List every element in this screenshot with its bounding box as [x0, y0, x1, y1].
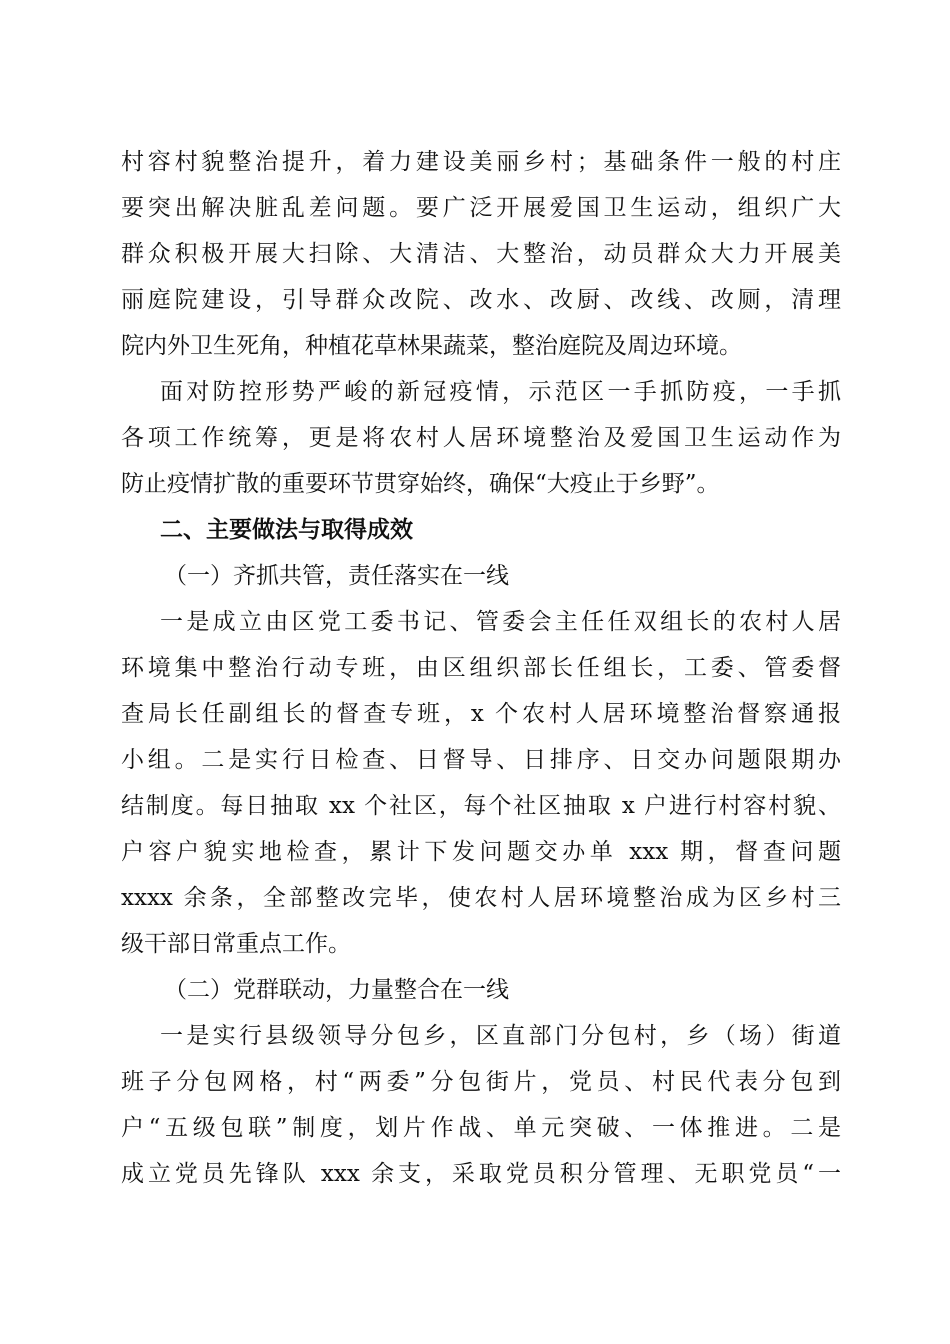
- section-heading: 二、主要做法与取得成效: [160, 517, 413, 543]
- body-text-line: 村容村貌整治提升，着力建设美丽乡村；基础条件一般的村庄: [121, 149, 841, 175]
- body-text-line: 院内外卫生死角，种植花草林果蔬菜，整治庭院及周边环境。: [121, 333, 742, 359]
- body-text-line: 防止疫情扩散的重要环节贯穿始终，确保“大疫止于乡野”。: [121, 471, 720, 497]
- subsection-heading: （二）党群联动，力量整合在一线: [164, 977, 509, 1003]
- body-text-line: 小组。二是实行日检查、日督导、日排序、日交办问题限期办: [121, 747, 841, 773]
- body-text-line: xxxx 余条，全部整改完毕，使农村人居环境整治成为区乡村三: [121, 885, 841, 911]
- body-text-line: 各项工作统筹，更是将农村人居环境整治及爱国卫生运动作为: [121, 425, 841, 451]
- body-text-line: 结制度。每日抽取 xx 个社区，每个社区抽取 x 户进行村容村貌、: [121, 793, 841, 819]
- body-text-line: 成立党员先锋队 xxx 余支，采取党员积分管理、无职党员“一: [121, 1161, 841, 1187]
- body-text-line: 群众积极开展大扫除、大清洁、大整治，动员群众大力开展美: [121, 241, 841, 267]
- body-text-line: 查局长任副组长的督查专班，x 个农村人居环境整治督察通报: [121, 701, 841, 727]
- body-text-line: 要突出解决脏乱差问题。要广泛开展爱国卫生运动，组织广大: [121, 195, 841, 221]
- paragraph-first-line: 一是实行县级领导分包乡，区直部门分包村，乡（场）街道: [160, 1023, 841, 1049]
- body-text-line: 环境集中整治行动专班，由区组织部长任组长，工委、管委督: [121, 655, 841, 681]
- body-text-line: 户“五级包联”制度，划片作战、单元突破、一体推进。二是: [121, 1115, 841, 1141]
- body-text-line: 班子分包网格，村“两委”分包街片，党员、村民代表分包到: [121, 1069, 841, 1095]
- body-text-line: 户容户貌实地检查，累计下发问题交办单 xxx 期，督查问题: [121, 839, 841, 865]
- subsection-heading: （一）齐抓共管，责任落实在一线: [164, 563, 509, 589]
- body-text-line: 丽庭院建设，引导群众改院、改水、改厨、改线、改厕，清理: [121, 287, 841, 313]
- paragraph-first-line: 一是成立由区党工委书记、管委会主任任双组长的农村人居: [160, 609, 841, 635]
- paragraph-first-line: 面对防控形势严峻的新冠疫情，示范区一手抓防疫，一手抓: [160, 379, 841, 405]
- body-text-line: 级干部日常重点工作。: [121, 931, 351, 957]
